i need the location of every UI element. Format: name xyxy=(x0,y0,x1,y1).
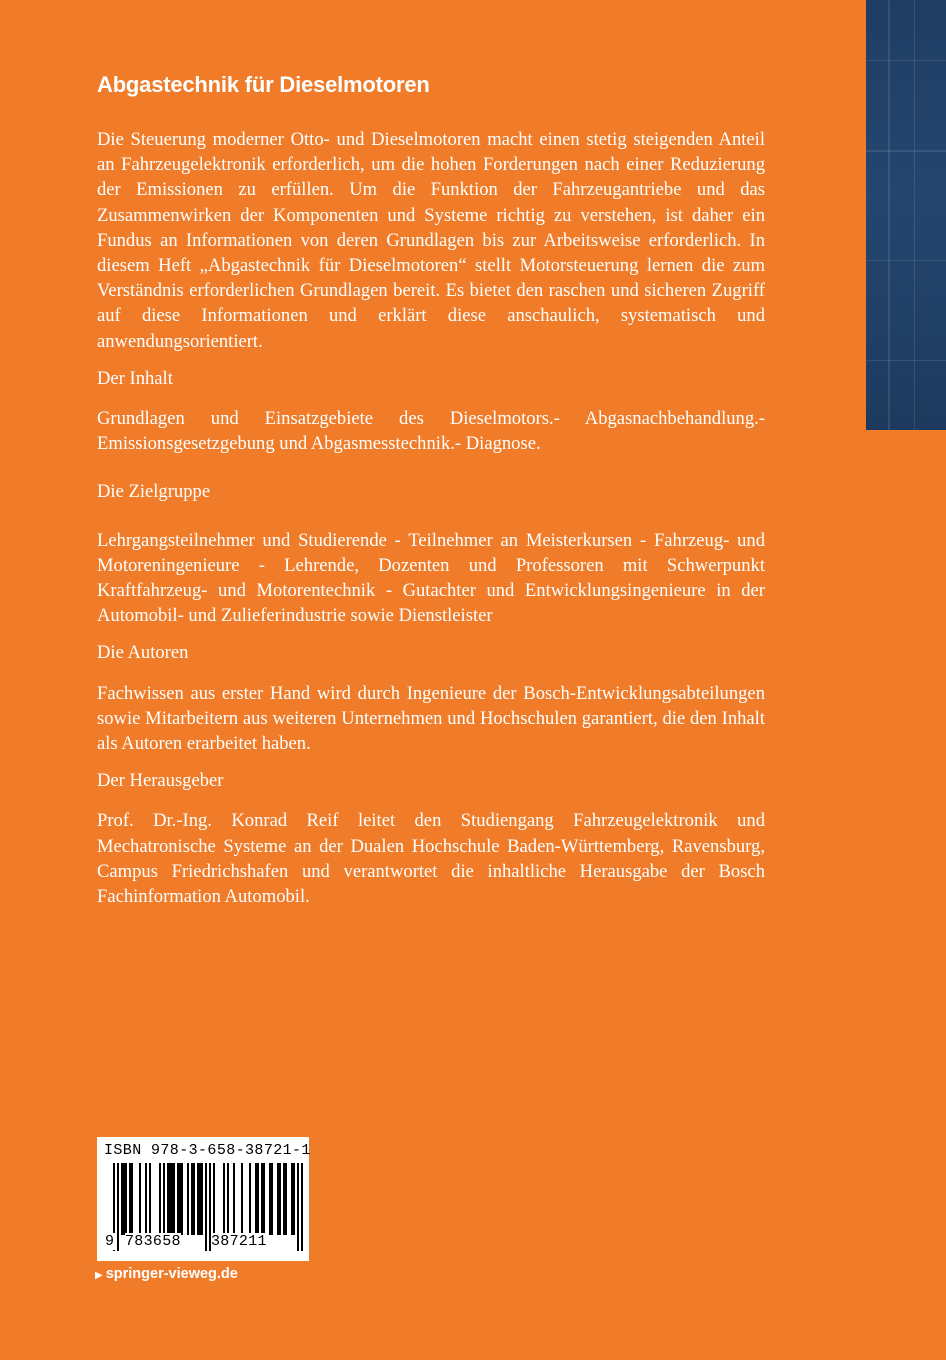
barcode-bar xyxy=(291,1163,293,1235)
barcode-bar xyxy=(227,1163,229,1235)
barcode-bar xyxy=(213,1163,215,1235)
barcode-bar xyxy=(145,1163,147,1235)
book-title: Abgastechnik für Dieselmotoren xyxy=(97,72,430,97)
isbn-label: ISBN 978-3-658-38721-1 xyxy=(104,1142,311,1159)
arrow-right-icon: ▶ xyxy=(95,1270,103,1281)
barcode-bar xyxy=(201,1163,203,1235)
section-text-autoren: Fachwissen aus erster Hand wird durch Ingenieure der Bosch-Entwicklungsabteilungen sowie Mitarbeitern aus weiteren Unternehmen und Hochschulen garantiert, die den Inhalt als Autoren erarbeitet haben. xyxy=(97,682,765,755)
barcode-bar xyxy=(117,1163,119,1251)
barcode-bar xyxy=(171,1163,173,1235)
barcode-bar xyxy=(297,1163,299,1251)
barcode-bar xyxy=(197,1163,199,1235)
barcode-bar xyxy=(233,1163,235,1235)
ean-right-digits: 387211 xyxy=(211,1233,267,1250)
barcode-bar xyxy=(181,1163,183,1235)
barcode-bar xyxy=(223,1163,225,1235)
barcode-bar xyxy=(163,1163,165,1235)
barcode-bar xyxy=(169,1163,171,1235)
barcode-bar xyxy=(283,1163,285,1235)
isbn-barcode xyxy=(97,1137,309,1261)
barcode-bar xyxy=(257,1163,259,1235)
barcode-bar xyxy=(255,1163,257,1235)
barcode-bar xyxy=(271,1163,273,1235)
intro-paragraph: Die Steuerung moderner Otto- und Dieselmotoren macht einen stetig steigenden Anteil an Fahrzeugelektronik erforderlich, um die hohen Forderungen nach einer Reduzierung der Emissionen zu erfüllen. Um die Funktion der Fahrzeugantriebe und das Zusammenwirken der Komponenten und Systeme richtig zu verstehen, ist daher ein Fundus an Informationen von deren Grundlagen bis zur Arbeitsweise erforderlich. In diesem Heft „Abgastechnik für Dieselmotoren“ stellt Motorsteuerung lernen die zum Verständnis erforderlichen Grundlagen bereit. Es bietet den raschen und sicheren Zugriff auf diese Informationen und erklärt diese anschaulich, systematisch und anwendungsorientiert. xyxy=(97,129,765,352)
barcode-bar xyxy=(263,1163,265,1235)
barcode-bar xyxy=(149,1163,151,1235)
barcode-bar xyxy=(261,1163,263,1235)
publisher-url-text: springer-vieweg.de xyxy=(105,1266,238,1282)
barcode-bar xyxy=(249,1163,251,1235)
barcode-bar xyxy=(199,1163,201,1235)
barcode-bar xyxy=(179,1163,181,1235)
section-heading-herausgeber: Der Herausgeber xyxy=(97,770,224,792)
decorative-corner-panel xyxy=(866,0,946,430)
section-heading-autoren: Die Autoren xyxy=(97,642,189,664)
barcode-bar xyxy=(187,1163,189,1235)
section-text-inhalt: Grundlagen und Einsatzgebiete des Dieselmotors.- Abgasnachbehandlung.- Emissionsgesetzgebung und Abgasmesstechnik.- Diagnose. xyxy=(97,408,765,455)
barcode-bar xyxy=(139,1163,141,1235)
barcode-bar xyxy=(269,1163,271,1235)
barcode-bar xyxy=(131,1163,133,1235)
barcode-bar xyxy=(123,1163,125,1235)
barcode-bar xyxy=(167,1163,169,1235)
barcode-bar xyxy=(125,1163,127,1235)
barcode-bar xyxy=(301,1163,303,1251)
section-heading-inhalt: Der Inhalt xyxy=(97,367,173,389)
barcode-bar xyxy=(293,1163,295,1235)
barcode-bar xyxy=(129,1163,131,1235)
barcode-bar xyxy=(173,1163,175,1235)
barcode-bar xyxy=(159,1163,161,1235)
barcode-bar xyxy=(279,1163,281,1235)
section-text-herausgeber: Prof. Dr.-Ing. Konrad Reif leitet den Studiengang Fahrzeugelektronik und Mechatronische Systeme an der Dualen Hochschule Baden-Württemberg, Ravensburg, Campus Friedrichshafen und verantwortet die inhaltliche Herausgabe der Bosch Fachinformation Automobil. xyxy=(97,810,765,908)
barcode-bar xyxy=(277,1163,279,1235)
barcode-bar xyxy=(205,1163,207,1251)
publisher-url[interactable] xyxy=(95,1266,238,1282)
section-heading-zielgruppe: Die Zielgruppe xyxy=(97,481,211,503)
barcode-bar xyxy=(121,1163,123,1235)
barcode-bar xyxy=(191,1163,193,1235)
ean-lead-digit: 9 xyxy=(105,1233,115,1250)
barcode-bar xyxy=(285,1163,287,1235)
section-text-zielgruppe: Lehrgangsteilnehmer und Studierende - Teilnehmer an Meisterkursen - Fahrzeug- und Motoreningenieure - Lehrende, Dozenten und Professoren mit Schwerpunkt Kraftfahrzeug- und Motorentechnik - Gutachter und Entwicklungsingenieure in der Automobil- und Zulieferindustrie sowie Dienstleister xyxy=(97,529,765,627)
barcode-bar xyxy=(177,1163,179,1235)
back-cover-text xyxy=(97,127,765,909)
barcode-bar xyxy=(193,1163,195,1235)
barcode-bar xyxy=(241,1163,243,1235)
ean-left-digits: 783658 xyxy=(125,1233,181,1250)
